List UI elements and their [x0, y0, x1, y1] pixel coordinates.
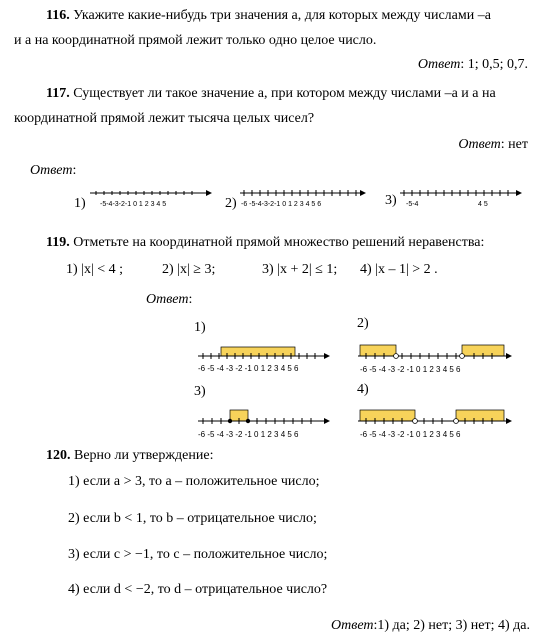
p119-graph-2-point-left	[394, 354, 399, 359]
p119-graph-4-ticks: -6 -5 -4 -3 -2 -1 0 1 2 3 4 5 6	[360, 430, 461, 439]
problem-117-line1	[46, 86, 496, 102]
answer-label: Ответ	[458, 137, 501, 152]
answer-label: Ответ	[331, 618, 374, 633]
p119-graph-1-ticks: -6 -5 -4 -3 -2 -1 0 1 2 3 4 5 6	[198, 364, 299, 373]
answer-value: :1) да; 2) нет; 3) нет; 4) да.	[373, 618, 530, 633]
problem-118-answer-label: Ответ:	[30, 163, 77, 178]
p119-graph-4-point-left	[413, 419, 418, 424]
p119-graph-4-interval-right	[456, 410, 504, 421]
p119-inequality-2: 2) |x| ≥ 3;	[162, 262, 216, 277]
problem-119-line	[46, 235, 484, 251]
p120-statement-2: 2) если b < 1, то b – отрицательное число;	[68, 511, 317, 526]
problem-120-text: Верно ли утверждение:	[74, 448, 214, 463]
problem-120-number: 120.	[46, 448, 71, 463]
problem-117-line2: координатной прямой лежит тысяча целых чисел?	[14, 111, 315, 126]
p119-graph-label-1: 1)	[194, 320, 206, 335]
p120-statement-3: 3) если c > −1, то c – положительное число;	[68, 547, 328, 562]
problem-117-text: Существует ли такое значение a, при котором между числами –a и a на	[73, 86, 496, 101]
p118-number-line-3	[398, 186, 528, 210]
problem-116-number: 116.	[46, 8, 70, 23]
p119-inequality-1: 1) |x| < 4 ;	[66, 262, 124, 277]
answer-label: Ответ	[146, 292, 189, 307]
problem-116-line2: и a на координатной прямой лежит только одно целое число.	[14, 33, 377, 48]
p119-graph-3-ticks: -6 -5 -4 -3 -2 -1 0 1 2 3 4 5 6	[198, 430, 299, 439]
answer-value: : нет	[500, 137, 528, 152]
p118-number-line-1	[88, 186, 218, 210]
p118-number-line-2	[238, 186, 370, 210]
p118-line-3-tick-right: 4 5	[478, 201, 488, 208]
problem-117-number: 117.	[46, 86, 70, 101]
p119-graph-2-interval-left	[360, 345, 396, 356]
p120-statement-4: 4) если d < −2, то d – отрицательное число?	[68, 582, 328, 597]
problem-116-text: Укажите какие-нибудь три значения a, для которых между числами –a	[73, 8, 491, 23]
p119-graph-3-point-right	[246, 419, 250, 423]
p119-inequality-3: 3) |x + 2| ≤ 1;	[262, 262, 338, 277]
problem-116-line1	[46, 8, 491, 24]
p119-graph-label-3: 3)	[194, 384, 206, 399]
problem-119-number: 119.	[46, 235, 70, 250]
problem-117-answer	[458, 137, 528, 153]
p119-graph-2	[356, 343, 516, 377]
p119-graph-label-2: 2)	[357, 316, 369, 331]
problem-116-answer	[418, 57, 528, 73]
problem-119-answer-label: Ответ:	[146, 292, 193, 307]
p119-graph-4-interval-left	[360, 410, 415, 421]
p119-graph-2-point-right	[460, 354, 465, 359]
p118-label-2: 2)	[225, 196, 237, 211]
problem-120-line	[46, 448, 213, 464]
p118-line-2-tick-labels: -6 -5-4-3-2-1 0 1 2 3 4 5 6	[241, 201, 322, 208]
p120-statement-1: 1) если a > 3, то a – положительное число;	[68, 474, 320, 489]
p119-graph-2-ticks: -6 -5 -4 -3 -2 -1 0 1 2 3 4 5 6	[360, 365, 461, 374]
p118-label-3: 3)	[385, 193, 397, 208]
answer-value: : 1; 0,5; 0,7.	[460, 57, 528, 72]
p119-inequality-4: 4) |x – 1| > 2 .	[360, 262, 438, 277]
p119-graph-3-point-left	[228, 419, 232, 423]
p119-graph-4	[356, 408, 516, 442]
p118-line-3-tick-left: -5-4	[406, 201, 419, 208]
p119-graph-label-4: 4)	[357, 382, 369, 397]
p119-graph-4-point-right	[454, 419, 459, 424]
problem-120-answer	[331, 618, 530, 634]
p119-graph-1	[196, 345, 336, 377]
problem-119-text: Отметьте на координатной прямой множество решений неравенства:	[73, 235, 485, 250]
p118-label-1: 1)	[74, 196, 86, 211]
p118-line-1-tick-labels: -5-4-3-2-1 0 1 2 3 4 5	[100, 201, 167, 208]
answer-label: Ответ	[30, 163, 73, 178]
answer-label: Ответ	[417, 57, 461, 72]
p119-graph-1-interval	[221, 347, 295, 356]
p119-graph-3	[196, 408, 336, 442]
